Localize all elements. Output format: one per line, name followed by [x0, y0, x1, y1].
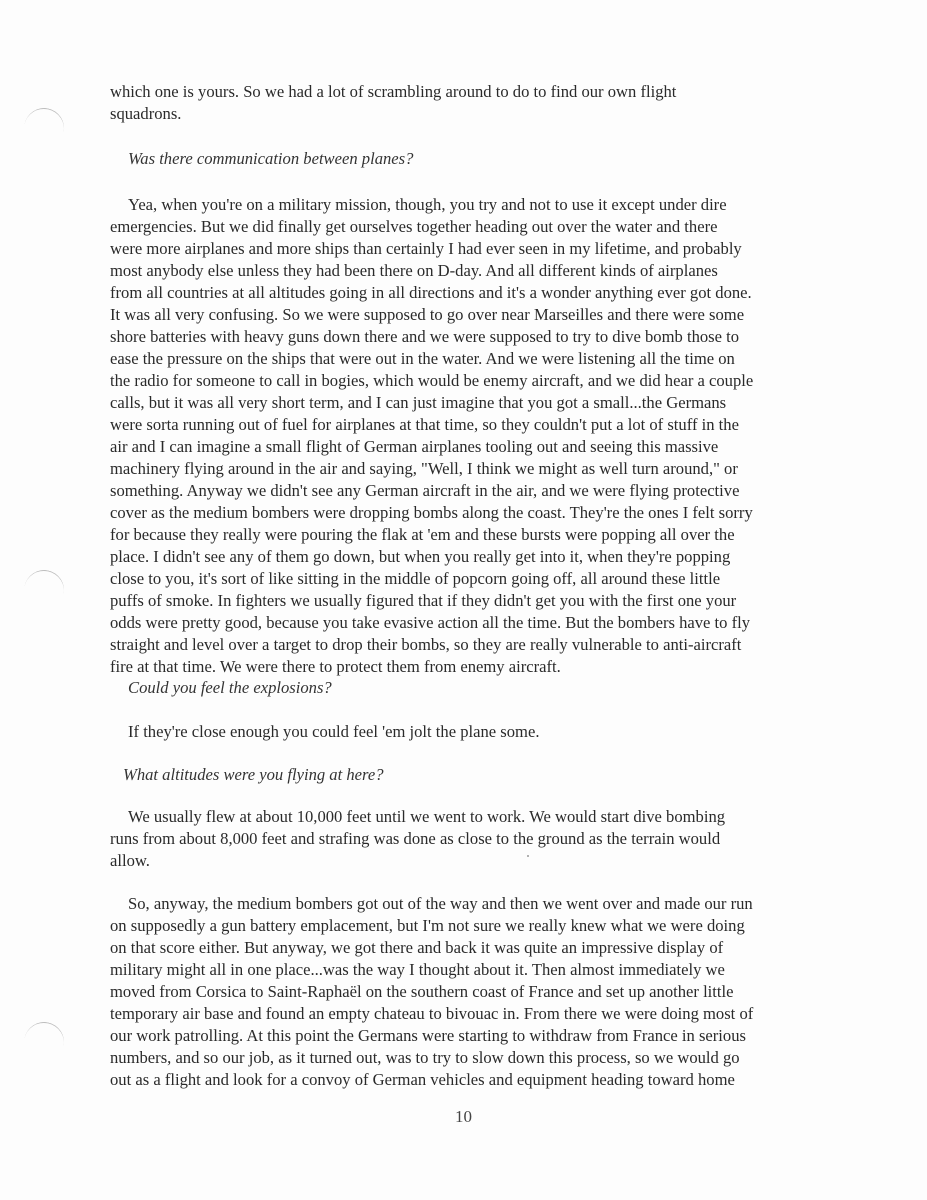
text-line: calls, but it was all very short term, and I can just imagine that you got a small...the Germans: [110, 393, 727, 412]
text-line: on that score either. But anyway, we got there and back it was quite an impressive display of: [110, 938, 724, 957]
text-line: squadrons.: [110, 104, 182, 123]
text-line: ease the pressure on the ships that were out in the water. And we were listening all the time on: [110, 349, 735, 368]
answer-paragraph: [110, 806, 830, 872]
page-number: 10: [455, 1107, 472, 1126]
text-line: emergencies. But we did finally get ourselves together heading out over the water and there: [110, 217, 718, 236]
question-text: What altitudes were you flying at here?: [123, 765, 384, 784]
text-line: the radio for someone to call in bogies, which would be enemy aircraft, and we did hear a couple: [110, 371, 754, 390]
text-line: were more airplanes and more ships than certainly I had ever seen in my lifetime, and probably: [110, 239, 742, 258]
text-line: were sorta running out of fuel for airplanes at that time, so they couldn't put a lot of stuff in the: [110, 415, 739, 434]
text-line: If they're close enough you could feel 'em jolt the plane some.: [128, 722, 540, 741]
text-line: military might all in one place...was the way I thought about it. Then almost immediately we: [110, 960, 725, 979]
answer-paragraph: [110, 81, 830, 125]
hole-punch-mark: [20, 566, 68, 614]
question-text: Could you feel the explosions?: [128, 678, 332, 697]
text-line: shore batteries with heavy guns down there and we were supposed to try to dive bomb those to: [110, 327, 740, 346]
interview-question: [110, 677, 830, 699]
text-line: machinery flying around in the air and saying, "Well, I think we might as well turn around," or: [110, 459, 738, 478]
text-line: something. Anyway we didn't see any German aircraft in the air, and we were flying protective: [110, 481, 740, 500]
text-line: straight and level over a target to drop their bombs, so they are really vulnerable to anti-aircraft: [110, 635, 742, 654]
text-line: most anybody else unless they had been there on D-day. And all different kinds of airplanes: [110, 261, 718, 280]
text-line: which one is yours. So we had a lot of scrambling around to do to find our own flight: [110, 82, 677, 101]
text-line: puffs of smoke. In fighters we usually figured that if they didn't get you with the first one your: [110, 591, 737, 610]
text-line: It was all very confusing. So we were supposed to go over near Marseilles and there were some: [110, 305, 745, 324]
text-line: air and I can imagine a small flight of German airplanes tooling out and seeing this massive: [110, 437, 719, 456]
text-line: on supposedly a gun battery emplacement, but I'm not sure we really knew what we were doing: [110, 916, 745, 935]
text-line: our work patrolling. At this point the Germans were starting to withdraw from France in serious: [110, 1026, 746, 1045]
answer-paragraph: [110, 721, 830, 743]
text-line: We usually flew at about 10,000 feet until we went to work. We would start dive bombing: [128, 807, 726, 826]
text-line: So, anyway, the medium bombers got out of the way and then we went over and made our run: [128, 894, 753, 913]
text-line: from all countries at all altitudes going in all directions and it's a wonder anything ever got done.: [110, 283, 752, 302]
text-line: moved from Corsica to Saint-Raphaël on the southern coast of France and set up another little: [110, 982, 734, 1001]
question-text: Was there communication between planes?: [128, 149, 414, 168]
text-line: temporary air base and found an empty chateau to bivouac in. From there we were doing most of: [110, 1004, 754, 1023]
text-line: allow.: [110, 851, 150, 870]
text-line: runs from about 8,000 feet and strafing was done as close to the ground as the terrain would: [110, 829, 721, 848]
answer-paragraph: [110, 194, 830, 678]
hole-punch-mark: [20, 104, 68, 152]
hole-punch-mark: [20, 1018, 68, 1066]
text-line: numbers, and so our job, as it turned out, was to try to slow down this process, so we would go: [110, 1048, 740, 1067]
answer-paragraph: [110, 893, 830, 1091]
text-line: Yea, when you're on a military mission, though, you try and not to use it except under dire: [128, 195, 727, 214]
text-line: fire at that time. We were there to protect them from enemy aircraft.: [110, 657, 561, 676]
text-line: out as a flight and look for a convoy of German vehicles and equipment heading toward home: [110, 1070, 735, 1089]
interview-question: [110, 148, 830, 170]
text-line: for because they really were pouring the flak at 'em and these bursts were popping all over the: [110, 525, 735, 544]
text-line: cover as the medium bombers were dropping bombs along the coast. They're the ones I felt sorry: [110, 503, 753, 522]
interview-question: [110, 764, 830, 786]
text-line: close to you, it's sort of like sitting in the middle of popcorn going off, all around these little: [110, 569, 721, 588]
text-line: odds were pretty good, because you take evasive action all the time. But the bombers have to fly: [110, 613, 751, 632]
text-line: place. I didn't see any of them go down, but when you really get into it, when they're popping: [110, 547, 731, 566]
